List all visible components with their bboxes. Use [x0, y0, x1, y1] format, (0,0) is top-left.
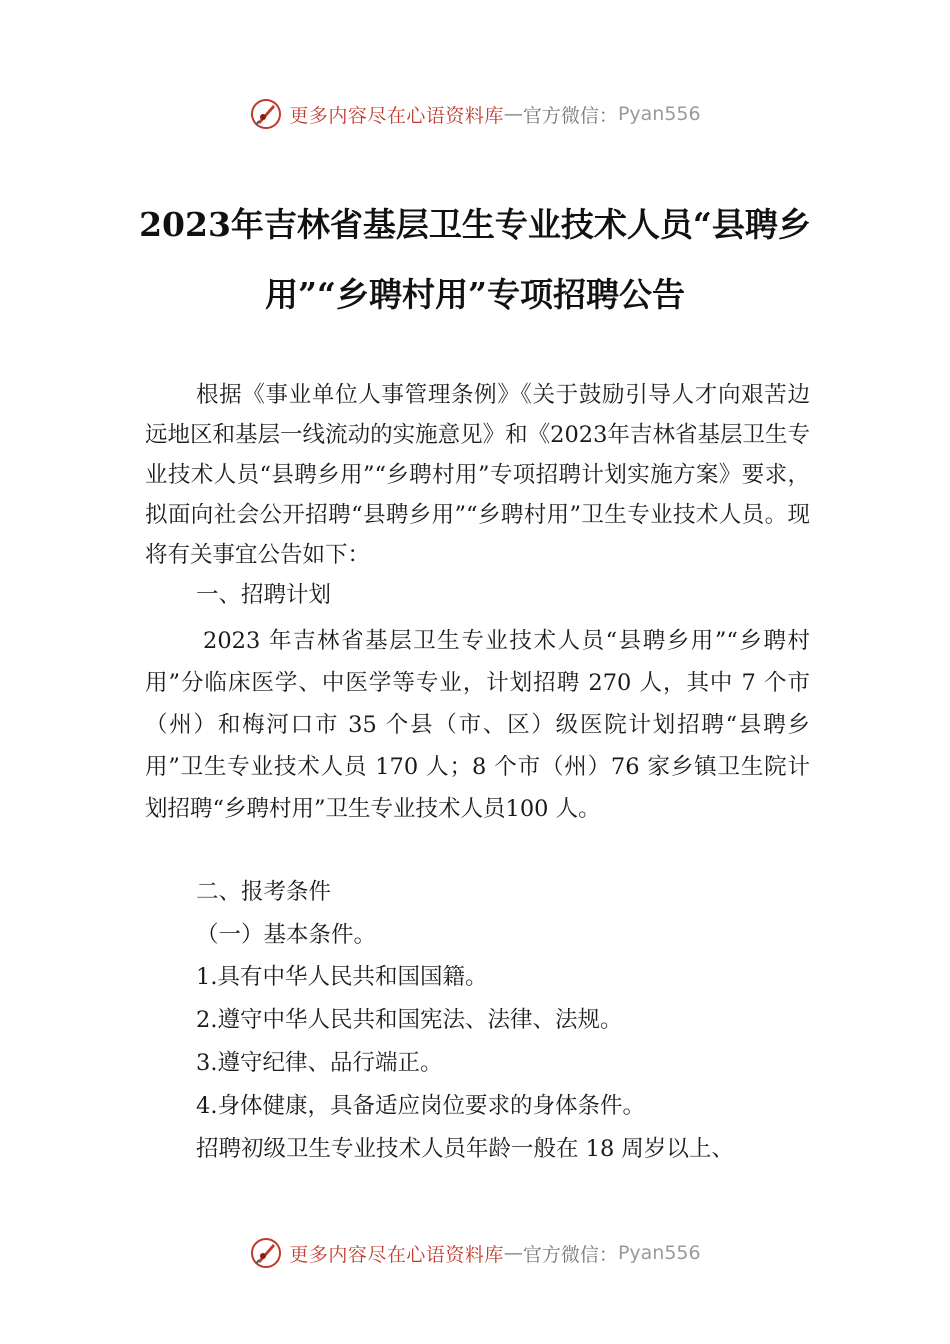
- section-heading-plan: 一、招聘计划: [196, 582, 332, 608]
- watermark-separator: —: [503, 1242, 523, 1264]
- watermark-brand: 更多内容尽在心语资料库: [289, 1243, 504, 1266]
- watermark-header: [0, 94, 950, 134]
- subsection-heading-basic: （一）基本条件。: [196, 922, 377, 948]
- plan-paragraph: 2023 年吉林省基层卫生专业技术人员“县聘乡用”“乡聘村用”分临床医学、中医学等专业，计划招聘 270 人，其中 7 个市（州）和梅河口市 35 个县（市、区）级医院计划招聘“县聘乡用”卫生专业技术人员 170 人；8 个市（州）76 家乡镇卫生院计划招聘“乡聘村用”卫生专业技术人员100 人。: [145, 628, 810, 822]
- watermark-wechat-id: Pyan556: [617, 103, 701, 125]
- condition-item: 2.遵守中华人民共和国宪法、法律、法规。: [196, 1007, 623, 1033]
- section-heading-conditions: 二、报考条件: [196, 879, 332, 905]
- watermark-footer: [0, 1233, 950, 1273]
- condition-item: 1.具有中华人民共和国国籍。: [196, 964, 488, 990]
- condition-item: 4.身体健康，具备适应岗位要求的身体条件。: [196, 1093, 645, 1119]
- watermark-brand: 更多内容尽在心语资料库: [289, 104, 504, 127]
- watermark-label: 官方微信：: [522, 1243, 618, 1266]
- watermark-label: 官方微信：: [522, 104, 618, 127]
- condition-item: 3.遵守纪律、品行端正。: [196, 1050, 443, 1076]
- quill-seal-icon: [249, 1236, 283, 1270]
- watermark-wechat-id: Pyan556: [617, 1242, 701, 1264]
- watermark-separator: —: [503, 103, 523, 125]
- intro-paragraph: 根据《事业单位人事管理条例》《关于鼓励引导人才向艰苦边远地区和基层一线流动的实施意见》和《2023年吉林省基层卫生专业技术人员“县聘乡用”“乡聘村用”专项招聘计划实施方案》要求，拟面向社会公开招聘“县聘乡用”“乡聘村用”卫生专业技术人员。现将有关事宜公告如下：: [145, 382, 810, 568]
- age-requirement-line: 招聘初级卫生专业技术人员年龄一般在 18 周岁以上、: [196, 1136, 734, 1162]
- quill-seal-icon: [249, 97, 283, 131]
- document-title: 2023年吉林省基层卫生专业技术人员“县聘乡用”“乡聘村用”专项招聘公告: [139, 205, 811, 314]
